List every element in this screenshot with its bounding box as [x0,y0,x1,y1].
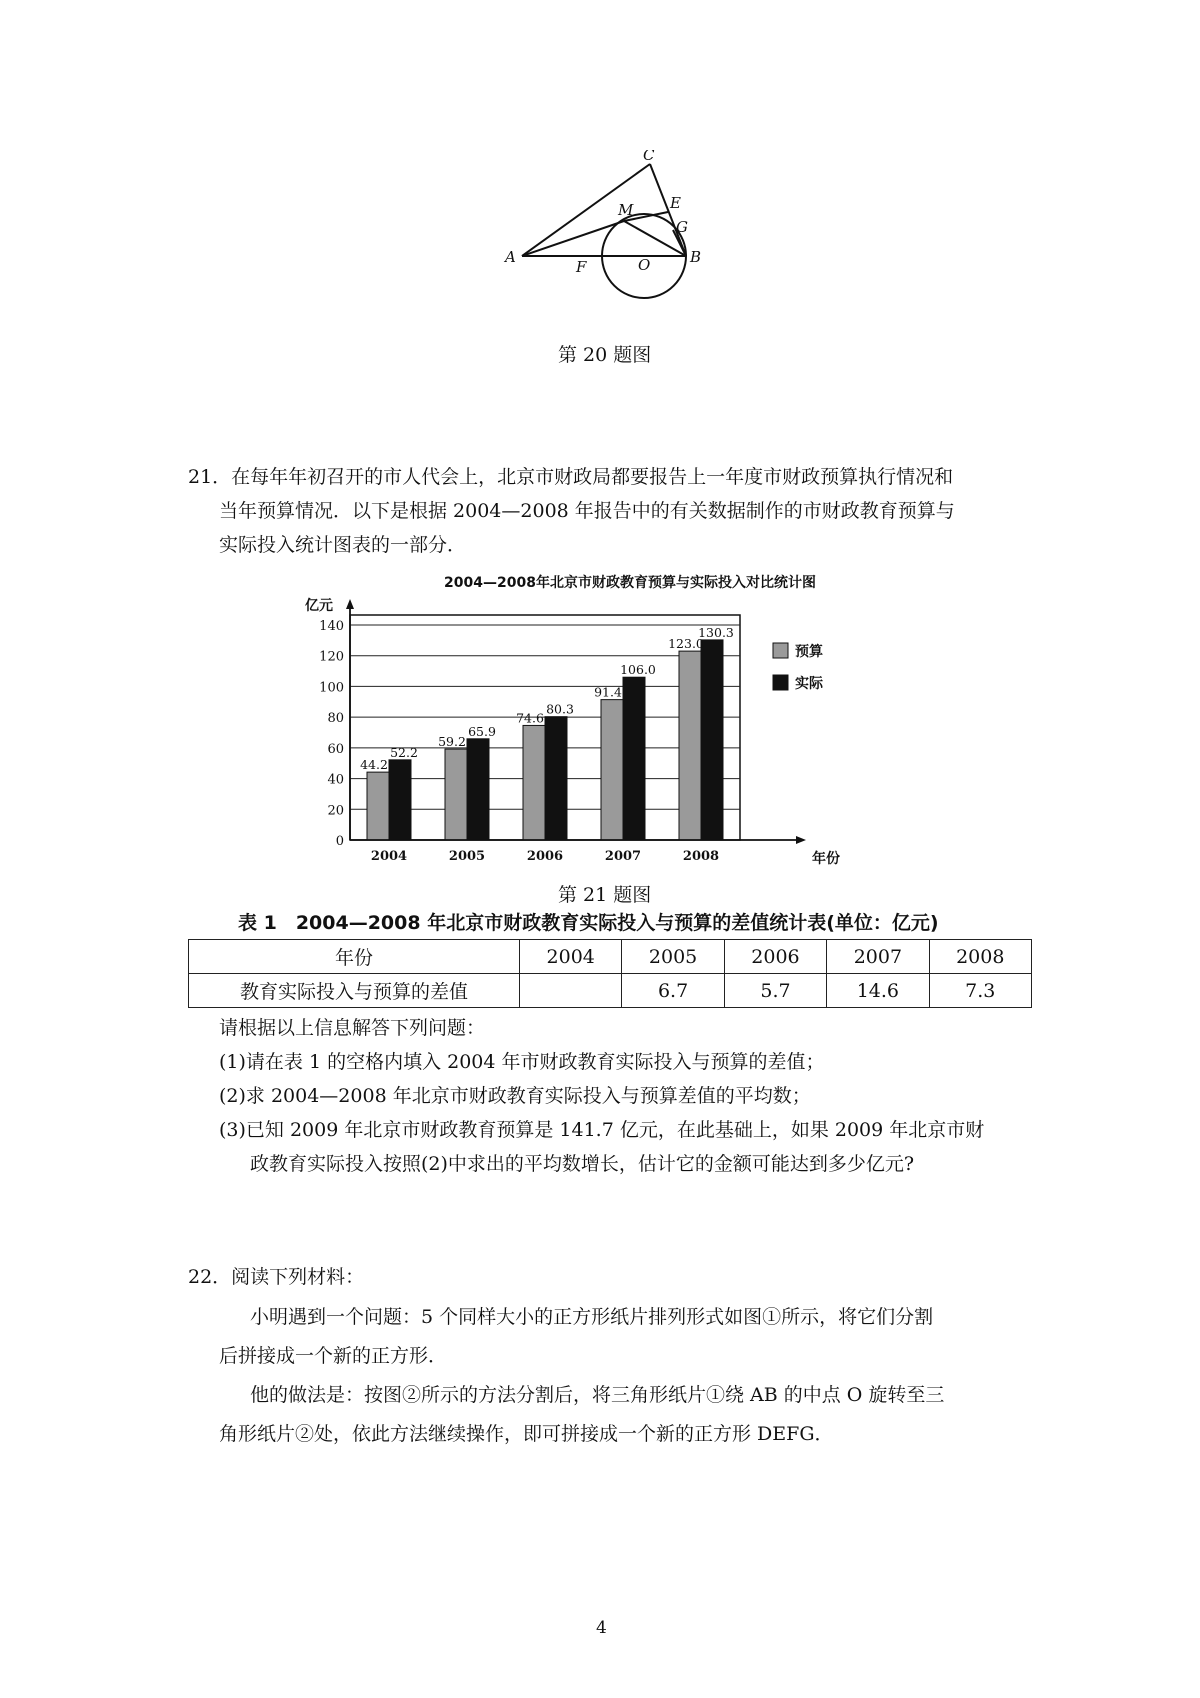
table-cell: 5.7 [724,974,826,1008]
y-tick-label: 40 [327,772,344,788]
table-header-cell: 2004 [520,940,622,974]
bar-value-label: 130.3 [698,624,734,640]
chart-title: 2004—2008年北京市财政教育预算与实际投入对比统计图 [444,575,816,591]
bar-value-label: 106.0 [620,662,656,678]
q21-sub3-line2: 政教育实际投入按照(2)中求出的平均数增长，估计它的金额可能达到多少亿元? [250,1153,915,1175]
bar-value-label: 59.2 [438,734,466,750]
fig21-caption: 第 21 题图 [558,884,652,906]
bar-实际 [623,677,645,840]
bar-预算 [445,749,467,840]
q21-text-line2: 当年预算情况．以下是根据 2004—2008 年报告中的有关数据制作的市财政教育预算与 [219,500,955,522]
table-cell: 14.6 [827,974,929,1008]
x-tick-label: 2008 [682,849,720,864]
fig20-caption: 第 20 题图 [558,344,652,366]
x-tick-label: 2005 [448,849,486,864]
x-axis-arrow [796,836,806,844]
bar-预算 [679,651,701,840]
table-header-row [189,940,1032,974]
y-tick-label: 0 [335,834,344,849]
y-tick-label: 60 [327,741,344,757]
q21-sub1: (1)请在表 1 的空格内填入 2004 年市财政教育实际投入与预算的差值； [219,1051,825,1073]
table1-title: 表 1 2004—2008 年北京市财政教育实际投入与预算的差值统计表(单位：亿元) [238,912,939,934]
bar-实际 [545,717,567,840]
q21-sub3-line1: (3)已知 2009 年北京市财政教育预算是 141.7 亿元，在此基础上，如果 2009 年北京市财 [219,1119,985,1141]
bar-value-label: 123.0 [668,636,704,652]
table-cell: 7.3 [929,974,1031,1008]
bar-value-label: 65.9 [468,723,496,739]
figure-20 [500,150,720,350]
table-header-cell: 2007 [827,940,929,974]
label-f: F [576,258,587,276]
y-tick-label: 100 [319,680,344,696]
label-o: O [638,256,651,274]
x-tick-label: 2006 [526,849,564,864]
bar-value-label: 52.2 [390,744,418,760]
bar-预算 [523,725,545,840]
q21-text-line3: 实际投入统计图表的一部分． [219,534,467,556]
table-cell: 教育实际投入与预算的差值 [189,974,520,1008]
table-cell: 6.7 [622,974,724,1008]
q22-text-line3: 后拼接成一个新的正方形． [219,1345,448,1367]
bar-value-label: 44.2 [360,757,388,773]
label-c: C [643,150,655,164]
label-g: G [676,218,688,236]
y-tick-label: 120 [319,649,344,665]
table-header-cell: 2008 [929,940,1031,974]
q21-sub2: (2)求 2004—2008 年北京市财政教育实际投入与预算差值的平均数； [219,1085,811,1107]
bar-value-label: 80.3 [546,701,574,717]
label-e: E [670,194,681,212]
bar-value-label: 74.6 [516,710,544,726]
bar-预算 [367,772,389,840]
table-cell-blank [520,974,622,1008]
q22-text-line2: 小明遇到一个问题：5 个同样大小的正方形纸片排列形式如图①所示，将它们分割 [250,1306,934,1328]
q22-text-line4: 他的做法是：按图②所示的方法分割后，将三角形纸片①绕 AB 的中点 O 旋转至三 [250,1384,945,1406]
label-m: M [618,201,634,219]
budget-vs-actual-chart [300,565,920,875]
label-b: B [690,248,702,266]
y-tick-label: 80 [327,711,344,727]
x-tick-label: 2004 [370,849,408,864]
chart-y-axis-label: 亿元 [305,598,333,614]
bar-预算 [601,700,623,840]
table-header-cell: 2006 [724,940,826,974]
q22-text-line1: 22．阅读下列材料： [188,1266,365,1288]
legend-label: 实际 [795,676,823,692]
table-header-cell: 年份 [189,940,520,974]
bar-实际 [389,760,411,840]
q21-prompt: 请根据以上信息解答下列问题： [219,1017,486,1039]
q22-text-line5: 角形纸片②处，依此方法继续操作，即可拼接成一个新的正方形 DEFG． [219,1423,834,1445]
bar-实际 [467,739,489,840]
legend-label: 预算 [795,644,823,660]
legend-swatch [773,643,788,658]
difference-table [188,939,1032,1008]
legend-swatch [773,675,788,690]
bar-实际 [701,640,723,840]
label-a: A [505,248,516,266]
table-header-cell: 2005 [622,940,724,974]
y-tick-label: 20 [327,803,344,819]
page-number: 4 [596,1618,607,1638]
chart-x-axis-label: 年份 [812,851,840,867]
y-axis-arrow [346,599,354,609]
bar-value-label: 91.4 [594,684,622,700]
y-tick-label: 140 [319,619,344,634]
segment-am [522,221,624,256]
x-tick-label: 2007 [604,849,642,864]
q21-text-line1: 21．在每年年初召开的市人代会上，北京市财政局都要报告上一年度市财政预算执行情况和 [188,466,954,488]
table-row [189,974,1032,1008]
